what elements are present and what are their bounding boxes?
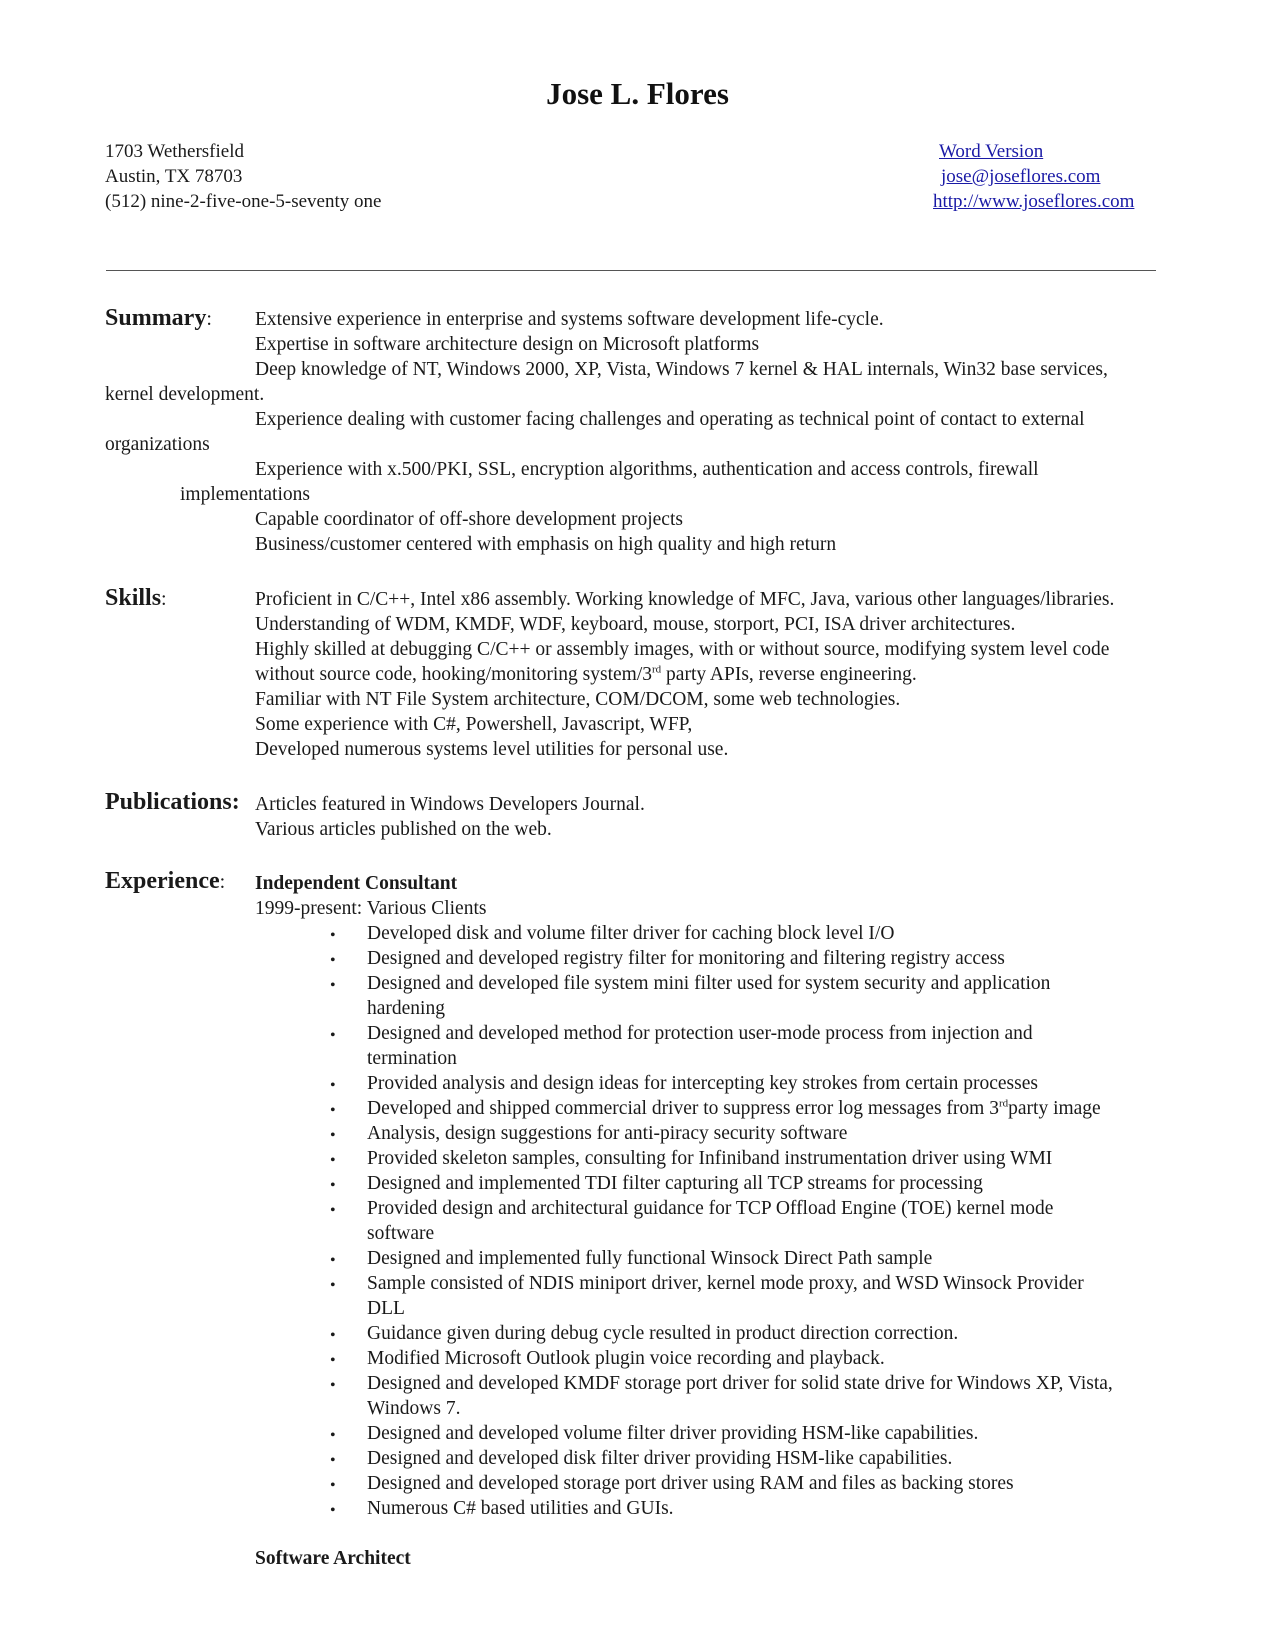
email-link[interactable]: jose@joseflores.com: [941, 166, 1101, 187]
summary-line: organizations: [105, 434, 210, 455]
experience-heading-label: Experience: [105, 868, 220, 894]
bullet-marker: •: [330, 1377, 336, 1394]
publications-heading: Publications:: [105, 789, 240, 815]
bullet-marker: •: [330, 1327, 336, 1344]
summary-line: Capable coordinator of off-shore development projects: [255, 509, 683, 530]
experience-bullet: [367, 1098, 1101, 1120]
bullet-marker: •: [330, 977, 336, 994]
bullet-marker: •: [330, 1152, 336, 1169]
experience-heading-colon: :: [219, 871, 226, 893]
skills-heading-label: Skills: [105, 585, 162, 611]
address-line-2: Austin, TX 78703: [105, 166, 243, 187]
experience-bullet: Designed and developed storage port driver using RAM and files as backing stores: [367, 1473, 1014, 1494]
bullet-marker: •: [330, 1427, 336, 1444]
experience-heading: [105, 868, 225, 895]
bullet-marker: •: [330, 1077, 336, 1094]
superscript: rd: [652, 663, 662, 676]
job-title: Software Architect: [255, 1548, 411, 1569]
summary-heading: [105, 305, 212, 332]
summary-line: Deep knowledge of NT, Windows 2000, XP, Vista, Windows 7 kernel & HAL internals, Win32 base services,: [255, 359, 1108, 380]
experience-bullet: Developed disk and volume filter driver for caching block level I/O: [367, 923, 895, 944]
experience-bullet-continuation: software: [367, 1223, 435, 1244]
experience-bullet: Modified Microsoft Outlook plugin voice recording and playback.: [367, 1348, 885, 1369]
experience-bullet: Designed and developed KMDF storage port driver for solid state drive for Windows XP, Vista,: [367, 1373, 1113, 1394]
summary-line: Expertise in software architecture design on Microsoft platforms: [255, 334, 760, 355]
publications-line: Articles featured in Windows Developers Journal.: [255, 794, 645, 815]
bullet-marker: •: [330, 1352, 336, 1369]
experience-bullet: Designed and developed method for protection user-mode process from injection and: [367, 1023, 1033, 1044]
skills-line: Proficient in C/C++, Intel x86 assembly. Working knowledge of MFC, Java, various other languages/libraries.: [255, 589, 1115, 610]
header-divider: [106, 270, 1156, 271]
experience-bullet: Sample consisted of NDIS miniport driver, kernel mode proxy, and WSD Winsock Provider: [367, 1273, 1084, 1294]
bullet-marker: •: [330, 952, 336, 969]
experience-bullet-part: party image: [1008, 1098, 1101, 1119]
bullet-marker: •: [330, 1452, 336, 1469]
phone-number: (512) nine-2-five-one-5-seventy one: [105, 191, 382, 212]
skills-line-part: party APIs, reverse engineering.: [661, 664, 917, 685]
skills-heading-colon: :: [161, 588, 167, 610]
experience-bullet: Provided design and architectural guidance for TCP Offload Engine (TOE) kernel mode: [367, 1198, 1054, 1219]
experience-bullet-continuation: DLL: [367, 1298, 405, 1319]
bullet-marker: •: [330, 1252, 336, 1269]
website-link[interactable]: http://www.joseflores.com: [933, 191, 1135, 212]
bullet-marker: •: [330, 1102, 336, 1119]
summary-line: kernel development.: [105, 384, 265, 405]
experience-bullet-continuation: termination: [367, 1048, 457, 1069]
bullet-marker: •: [330, 1127, 336, 1144]
skills-line: Highly skilled at debugging C/C++ or assembly images, with or without source, modifying system level code: [255, 639, 1110, 660]
experience-bullet: Analysis, design suggestions for anti-piracy security software: [367, 1123, 848, 1144]
experience-bullet: Designed and implemented fully functional Winsock Direct Path sample: [367, 1248, 933, 1269]
experience-bullet-continuation: hardening: [367, 998, 445, 1019]
skills-line-part: without source code, hooking/monitoring system/3: [255, 664, 652, 685]
experience-bullet: Designed and implemented TDI filter capturing all TCP streams for processing: [367, 1173, 983, 1194]
bullet-marker: •: [330, 1477, 336, 1494]
summary-line: implementations: [180, 484, 310, 505]
experience-bullet: Numerous C# based utilities and GUIs.: [367, 1498, 674, 1519]
experience-bullet: Designed and developed registry filter for monitoring and filtering registry access: [367, 948, 1005, 969]
bullet-marker: •: [330, 927, 336, 944]
experience-bullet: Designed and developed disk filter driver providing HSM-like capabilities.: [367, 1448, 953, 1469]
skills-heading: [105, 585, 167, 612]
bullet-marker: •: [330, 1277, 336, 1294]
experience-bullet: Designed and developed volume filter driver providing HSM-like capabilities.: [367, 1423, 979, 1444]
skills-line: Understanding of WDM, KMDF, WDF, keyboard, mouse, storport, PCI, ISA driver architectures.: [255, 614, 1016, 635]
superscript: rd: [998, 1097, 1009, 1110]
skills-line: Some experience with C#, Powershell, Javascript, WFP,: [255, 714, 693, 735]
job-period: 1999-present: Various Clients: [255, 898, 487, 919]
skills-line: [255, 664, 917, 686]
bullet-marker: •: [330, 1502, 336, 1519]
word-version-link[interactable]: Word Version: [939, 141, 1044, 162]
summary-line: Experience dealing with customer facing challenges and operating as technical point of contact to external: [255, 409, 1085, 430]
experience-bullet: Provided skeleton samples, consulting for Infiniband instrumentation driver using WMI: [367, 1148, 1053, 1169]
bullet-marker: •: [330, 1177, 336, 1194]
summary-line: Experience with x.500/PKI, SSL, encryption algorithms, authentication and access controls, firewall: [255, 459, 1039, 480]
job-title: Independent Consultant: [255, 873, 458, 894]
skills-line: Developed numerous systems level utilities for personal use.: [255, 739, 729, 760]
bullet-marker: •: [330, 1202, 336, 1219]
summary-line: Extensive experience in enterprise and systems software development life-cycle.: [255, 309, 884, 330]
experience-bullet-part: Developed and shipped commercial driver to suppress error log messages from 3: [367, 1098, 999, 1119]
summary-heading-label: Summary: [105, 305, 207, 331]
experience-bullet: Designed and developed file system mini filter used for system security and application: [367, 973, 1051, 994]
experience-bullet-continuation: Windows 7.: [367, 1398, 461, 1419]
candidate-name: Jose L. Flores: [546, 76, 729, 111]
skills-line: Familiar with NT File System architecture, COM/DCOM, some web technologies.: [255, 689, 901, 710]
summary-heading-colon: :: [206, 308, 212, 330]
experience-bullet: Provided analysis and design ideas for intercepting key strokes from certain processes: [367, 1073, 1038, 1094]
publications-line: Various articles published on the web.: [255, 819, 552, 840]
address-line-1: 1703 Wethersfield: [105, 141, 245, 162]
experience-bullet: Guidance given during debug cycle resulted in product direction correction.: [367, 1323, 959, 1344]
summary-line: Business/customer centered with emphasis on high quality and high return: [255, 534, 837, 555]
bullet-marker: •: [330, 1027, 336, 1044]
